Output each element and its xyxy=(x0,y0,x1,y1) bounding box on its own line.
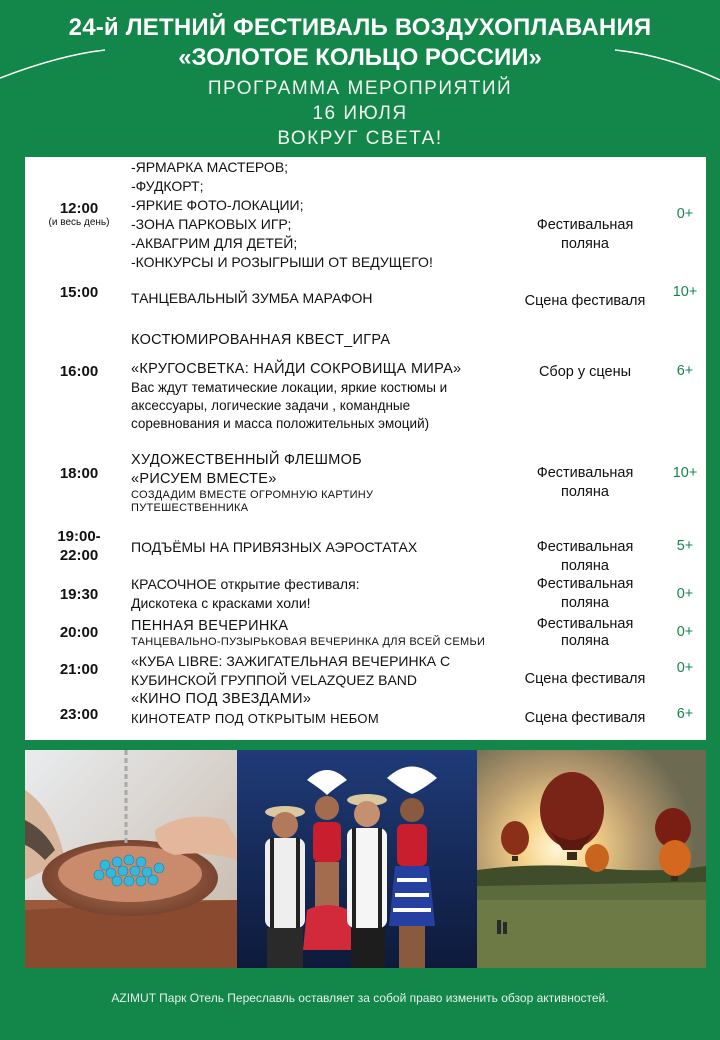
event-time: 19:30 xyxy=(59,586,99,603)
program-heading: ПРОГРАММА МЕРОПРИЯТИЙ xyxy=(207,78,513,99)
age-rating: 5+ xyxy=(676,538,694,554)
event-time: 18:00 xyxy=(59,465,99,482)
schedule-table xyxy=(25,157,706,740)
event-place: Фестивальная поляна xyxy=(536,576,634,611)
event-description: «КУБА LIBRE: ЗАЖИГАТЕЛЬНАЯ ВЕЧЕРИНКА С КУБИНСКОЙ ГРУППОЙ VELAZQUEZ BAND xyxy=(131,653,451,688)
festival-subtitle-name: «ЗОЛОТОЕ КОЛЬЦО РОССИИ» xyxy=(178,44,542,71)
event-time: 15:00 xyxy=(59,284,99,301)
disclaimer-footer: AZIMUT Парк Отель Переславль оставляет за собой право изменить обзор активностей. xyxy=(111,991,609,1005)
header xyxy=(0,0,720,155)
event-heading: КОСТЮМИРОВАННАЯ КВЕСТ_ИГРА xyxy=(131,332,391,348)
event-description: «КИНО ПОД ЗВЕЗДАМИ» КИНОТЕАТР ПОД ОТКРЫТЫМ НЕБОМ xyxy=(131,691,379,726)
event-description: ПЕННАЯ ВЕЧЕРИНКА ТАНЦЕВАЛЬНО-ПУЗЫРЬКОВАЯ ВЕЧЕРИНКА ДЛЯ ВСЕЙ СЕМЬИ xyxy=(131,618,486,648)
event-time: 19:00- 22:00 xyxy=(57,528,101,564)
age-rating: 0+ xyxy=(676,660,694,676)
event-time: 16:00 xyxy=(59,363,99,380)
event-time: 12:00 (и весь день) xyxy=(25,200,133,228)
hot-air-balloons-photo xyxy=(477,750,706,968)
event-description: ТАНЦЕВАЛЬНЫЙ ЗУМБА МАРАФОН xyxy=(131,290,373,306)
event-theme: ВОКРУГ СВЕТА! xyxy=(277,128,443,149)
event-place: Фестивальная поляна xyxy=(536,465,634,500)
event-description: ПОДЪЁМЫ НА ПРИВЯЗНЫХ АЭРОСТАТАХ xyxy=(131,539,418,555)
age-rating: 10+ xyxy=(672,284,698,300)
event-place: Сбор у сцены xyxy=(538,364,632,380)
age-rating: 10+ xyxy=(672,465,698,481)
photo-strip xyxy=(25,750,706,968)
event-time-note: (и весь день) xyxy=(48,217,110,228)
event-place: Фестивальная поляна xyxy=(536,539,634,574)
event-description: ХУДОЖЕСТВЕННЫЙ ФЛЕШМОБ «РИСУЕМ ВМЕСТЕ» СОЗДАДИМ ВМЕСТЕ ОГРОМНУЮ КАРТИНУ ПУТЕШЕСТВЕННИКА xyxy=(131,452,374,514)
event-description: КОСТЮМИРОВАННАЯ КВЕСТ_ИГРА «КРУГОСВЕТКА: НАЙДИ СОКРОВИЩА МИРА» Вас ждут тематические локации, яркие костюмы и аксессуары, логические задачи , командные соревнования и масса положительных эмоций) xyxy=(131,331,521,433)
craft-game-photo xyxy=(25,750,237,968)
event-place: Сцена фестиваля xyxy=(524,671,646,687)
event-place: Сцена фестиваля xyxy=(524,293,646,309)
event-place: Сцена фестиваля xyxy=(524,710,646,726)
age-rating: 6+ xyxy=(676,363,694,379)
age-rating: 0+ xyxy=(676,206,694,222)
event-date: 16 ИЮЛЯ xyxy=(312,103,408,124)
event-place: Фестивальная поляна xyxy=(536,217,634,252)
festival-title: 24-й ЛЕТНИЙ ФЕСТИВАЛЬ ВОЗДУХОПЛАВАНИЯ xyxy=(68,14,652,41)
age-rating: 0+ xyxy=(676,624,694,640)
event-time: 21:00 xyxy=(59,661,99,678)
event-time: 23:00 xyxy=(59,706,99,723)
event-description: -ЯРМАРКА МАСТЕРОВ; -ФУДКОРТ; -ЯРКИЕ ФОТО-ЛОКАЦИИ; -ЗОНА ПАРКОВЫХ ИГР; -АКВАГРИМ ДЛЯ ДЕТЕЙ; -КОНКУРСЫ И РОЗЫГРЫШИ ОТ ВЕДУЩЕГО! xyxy=(131,159,433,270)
age-rating: 0+ xyxy=(676,586,694,602)
event-time: 20:00 xyxy=(59,624,99,641)
cuban-dancers-photo xyxy=(237,750,477,968)
event-description: КРАСОЧНОЕ открытие фестиваля: Дискотека с красками холи! xyxy=(131,576,360,611)
event-place: Фестивальная поляна xyxy=(536,616,634,649)
age-rating: 6+ xyxy=(676,706,694,722)
